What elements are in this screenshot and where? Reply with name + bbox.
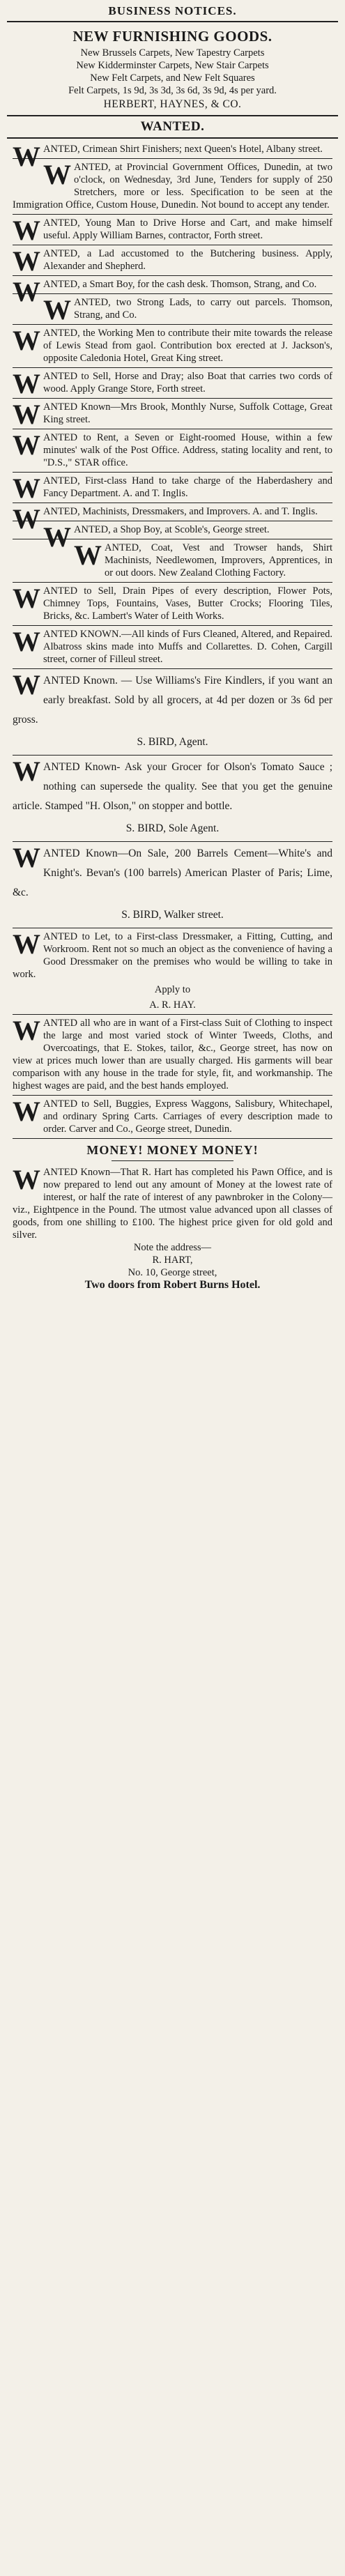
address-name: R. HART, [152, 1255, 193, 1266]
drop-cap: W [13, 756, 40, 787]
furnishing-heading: NEW FURNISHING GOODS. [72, 28, 273, 45]
ad-text: ANTED to Rent, a Seven or Eight-roomed House, within a few minutes' walk of the Post Office. Address, stating locality and rent, to "D.S.," STAR office. [43, 432, 332, 468]
ad-apply: Apply to [154, 984, 191, 995]
classified-ad [13, 399, 332, 429]
classified-ad [13, 1015, 332, 1096]
ad-text: ANTED to Sell, Drain Pipes of every description, Flower Pots, Chimney Tops, Fountains, Vases, Butter Crocks; Flooring Tiles, Bricks, &c. Lambert's Water of Leith Works. [43, 585, 332, 622]
divider [7, 137, 338, 139]
classified-ad [13, 669, 332, 756]
ad-text: ANTED, a Shop Boy, at Scoble's, George street. [74, 524, 270, 535]
drop-cap: W [43, 294, 71, 325]
drop-cap: W [13, 669, 40, 700]
drop-cap: W [13, 399, 40, 430]
address-street: No. 10, George street, [128, 1267, 217, 1278]
furnishing-line: New Felt Carpets, and New Felt Squares [90, 72, 255, 84]
classified-ad [13, 521, 332, 553]
agent-ads-list [7, 669, 338, 928]
furnishing-line: New Kidderminster Carpets, New Stair Carpets [76, 60, 269, 71]
ad-text: ANTED, Crimean Shirt Finishers; next Queen's Hotel, Albany street. [43, 144, 323, 155]
divider [7, 115, 338, 116]
classified-ad [13, 276, 332, 307]
drop-cap: W [13, 626, 40, 657]
ad-text: ANTED all who are in want of a First-class Suit of Clothing to inspect the large and most varied stock of Winter Tweeds, Cloths, and Overcoatings, that E. Stokes, tailor, &c., George street, has now on view at prices much lower than are usually charged. His garments will bear comparison with any house in the trade for style, fit, and workmanship. The highest wages are paid, and the best hands employed. [13, 1018, 332, 1091]
drop-cap: W [13, 842, 40, 873]
address-landmark: Two doors from Robert Burns Hotel. [84, 1279, 261, 1291]
newspaper-column [7, 0, 338, 2576]
ad-text: ANTED Known. — Use Williams's Fire Kindlers, if you want an early breakfast. Sold by all grocers, at 4d per dozen or 3s 6d per gross. [13, 675, 332, 726]
classified-ad [13, 159, 332, 215]
ad-text: ANTED, a Lad accustomed to the Butchering business. Apply, Alexander and Shepherd. [43, 248, 332, 272]
drop-cap: W [13, 503, 40, 535]
ad-text: ANTED, a Smart Boy, for the cash desk. Thomson, Strang, and Co. [43, 279, 317, 290]
ad-signature: S. BIRD, Agent. [137, 736, 208, 748]
ad-text: ANTED KNOWN.—All kinds of Furs Cleaned, Altered, and Repaired. Albatross skins made into Muffs and Collarettes. D. Cohen, Cargill street, corner of Filleul street. [43, 629, 332, 665]
address-block [13, 1241, 332, 1291]
ad-text: ANTED to Sell, Horse and Dray; also Boat that carries two cords of wood. Apply Grange Store, Forth street. [43, 371, 332, 394]
classified-ad [13, 215, 332, 245]
drop-cap: W [13, 245, 40, 277]
drop-cap: W [13, 215, 40, 246]
ad-text: ANTED Known- Ask your Grocer for Olson's Tomato Sauce ; nothing can supersede the quality. See that you get the genuine article. Stamped "H. Olson," on stopper and bottle. [13, 761, 332, 812]
drop-cap: W [13, 368, 40, 399]
ad-text: ANTED to Sell, Buggies, Express Waggons, Salisbury, Whitechapel, and ordinary Spring Carts. Carriages of every description made to order. Carver and Co., George street, Dunedin. [43, 1098, 332, 1135]
furnishing-signature: HERBERT, HAYNES, & CO. [103, 98, 242, 110]
drop-cap: W [13, 583, 40, 614]
drop-cap: W [74, 539, 102, 571]
drop-cap: W [13, 141, 40, 172]
drop-cap: W [13, 473, 40, 504]
classified-ad [13, 245, 332, 276]
furnishing-line: Felt Carpets, 1s 9d, 3s 3d, 3s 6d, 3s 9d, 4s per yard. [68, 85, 277, 96]
ad-text: ANTED Known—Mrs Brook, Monthly Nurse, Suffolk Cottage, Great King street. [43, 401, 332, 425]
ad-text: ANTED, two Strong Lads, to carry out parcels. Thomson, Strang, and Co. [74, 297, 332, 321]
classified-ad [13, 429, 332, 473]
classified-ad [13, 325, 332, 368]
drop-cap: W [13, 1015, 40, 1046]
section-title: BUSINESS NOTICES. [7, 0, 338, 22]
wanted-ads-list [7, 141, 338, 669]
classified-ad [13, 368, 332, 399]
money-heading: MONEY! MONEY MONEY! [86, 1143, 259, 1157]
ad-text: ANTED, Young Man to Drive Horse and Cart, and make himself useful. Apply William Barnes, contractor, Forth street. [43, 217, 332, 241]
drop-cap: W [43, 159, 71, 190]
ad-signature: S. BIRD, Sole Agent. [125, 822, 220, 834]
ad-text: ANTED Known—That R. Hart has completed his Pawn Office, and is now prepared to lend out any amount of Money at the lowest rate of interest, or half the rate of interest of any pawnbroker in the Colony—viz., Eightpence in the Pound. The utmost value advanced upon all classes of goods, from one shilling to £100. The highest price given for old gold and silver. [13, 1167, 332, 1241]
more-ads-list [7, 928, 338, 1139]
ad-text: ANTED, at Provincial Government Offices, Dunedin, at two o'clock, on Wednesday, 3rd June, Tenders for supply of 250 Stretchers, more or less. Specification to be seen at the Immigration Office, Custom House, Dunedin. Not bound to accept any tender. [13, 162, 332, 210]
money-ad [13, 1164, 332, 1294]
drop-cap: W [13, 429, 40, 461]
address-note: Note the address— [133, 1242, 212, 1253]
ad-text: ANTED, Machinists, Dressmakers, and Improvers. A. and T. Inglis. [43, 506, 318, 517]
ad-text: ANTED, the Working Men to contribute their mite towards the release of Lewis Stead from gaol. Contribution box erected at J. Jackson's, opposite Caledonia Hotel, Great King street. [43, 328, 332, 364]
furnishing-line: New Brussels Carpets, New Tapestry Carpets [80, 47, 265, 59]
drop-cap: W [13, 928, 40, 960]
classified-ad [13, 626, 332, 669]
ad-text: ANTED to Let, to a First-class Dressmaker, a Fitting, Cutting, and Workroom. Rent not so much an object as the convenience of having a Good Dressmaker on the premises who would be willing to take in work. [13, 931, 332, 980]
furnishing-body [14, 47, 331, 97]
drop-cap: W [43, 521, 71, 553]
ad-signature: A. R. HAY. [149, 999, 196, 1011]
classified-ad [13, 756, 332, 842]
drop-cap: W [13, 276, 40, 307]
classified-ad [13, 141, 332, 172]
ad-text: ANTED, Coat, Vest and Trowser hands, Shirt Machinists, Needlewomen, Improvers, Apprentices, in or out doors. New Zealand Clothing Factory. [105, 542, 332, 578]
drop-cap: W [13, 1096, 40, 1127]
classified-ad [13, 842, 332, 928]
classified-ad [13, 294, 332, 325]
divider [112, 1160, 233, 1161]
classified-ad [13, 583, 332, 626]
wanted-heading: WANTED. [140, 119, 205, 134]
ad-text: ANTED Known—On Sale, 200 Barrels Cement—White's and Knight's. Bevan's (100 barrels) American Plaster of Paris; Lime, &c. [13, 848, 332, 898]
ad-signature: S. BIRD, Walker street. [121, 909, 224, 921]
drop-cap: W [13, 325, 40, 356]
classified-ad [13, 928, 332, 1015]
classified-ad [13, 1096, 332, 1139]
classified-ad [13, 473, 332, 503]
drop-cap: W [13, 1164, 40, 1195]
ad-text: ANTED, First-class Hand to take charge of the Haberdashery and Fancy Department. A. and T. Inglis. [43, 475, 332, 499]
